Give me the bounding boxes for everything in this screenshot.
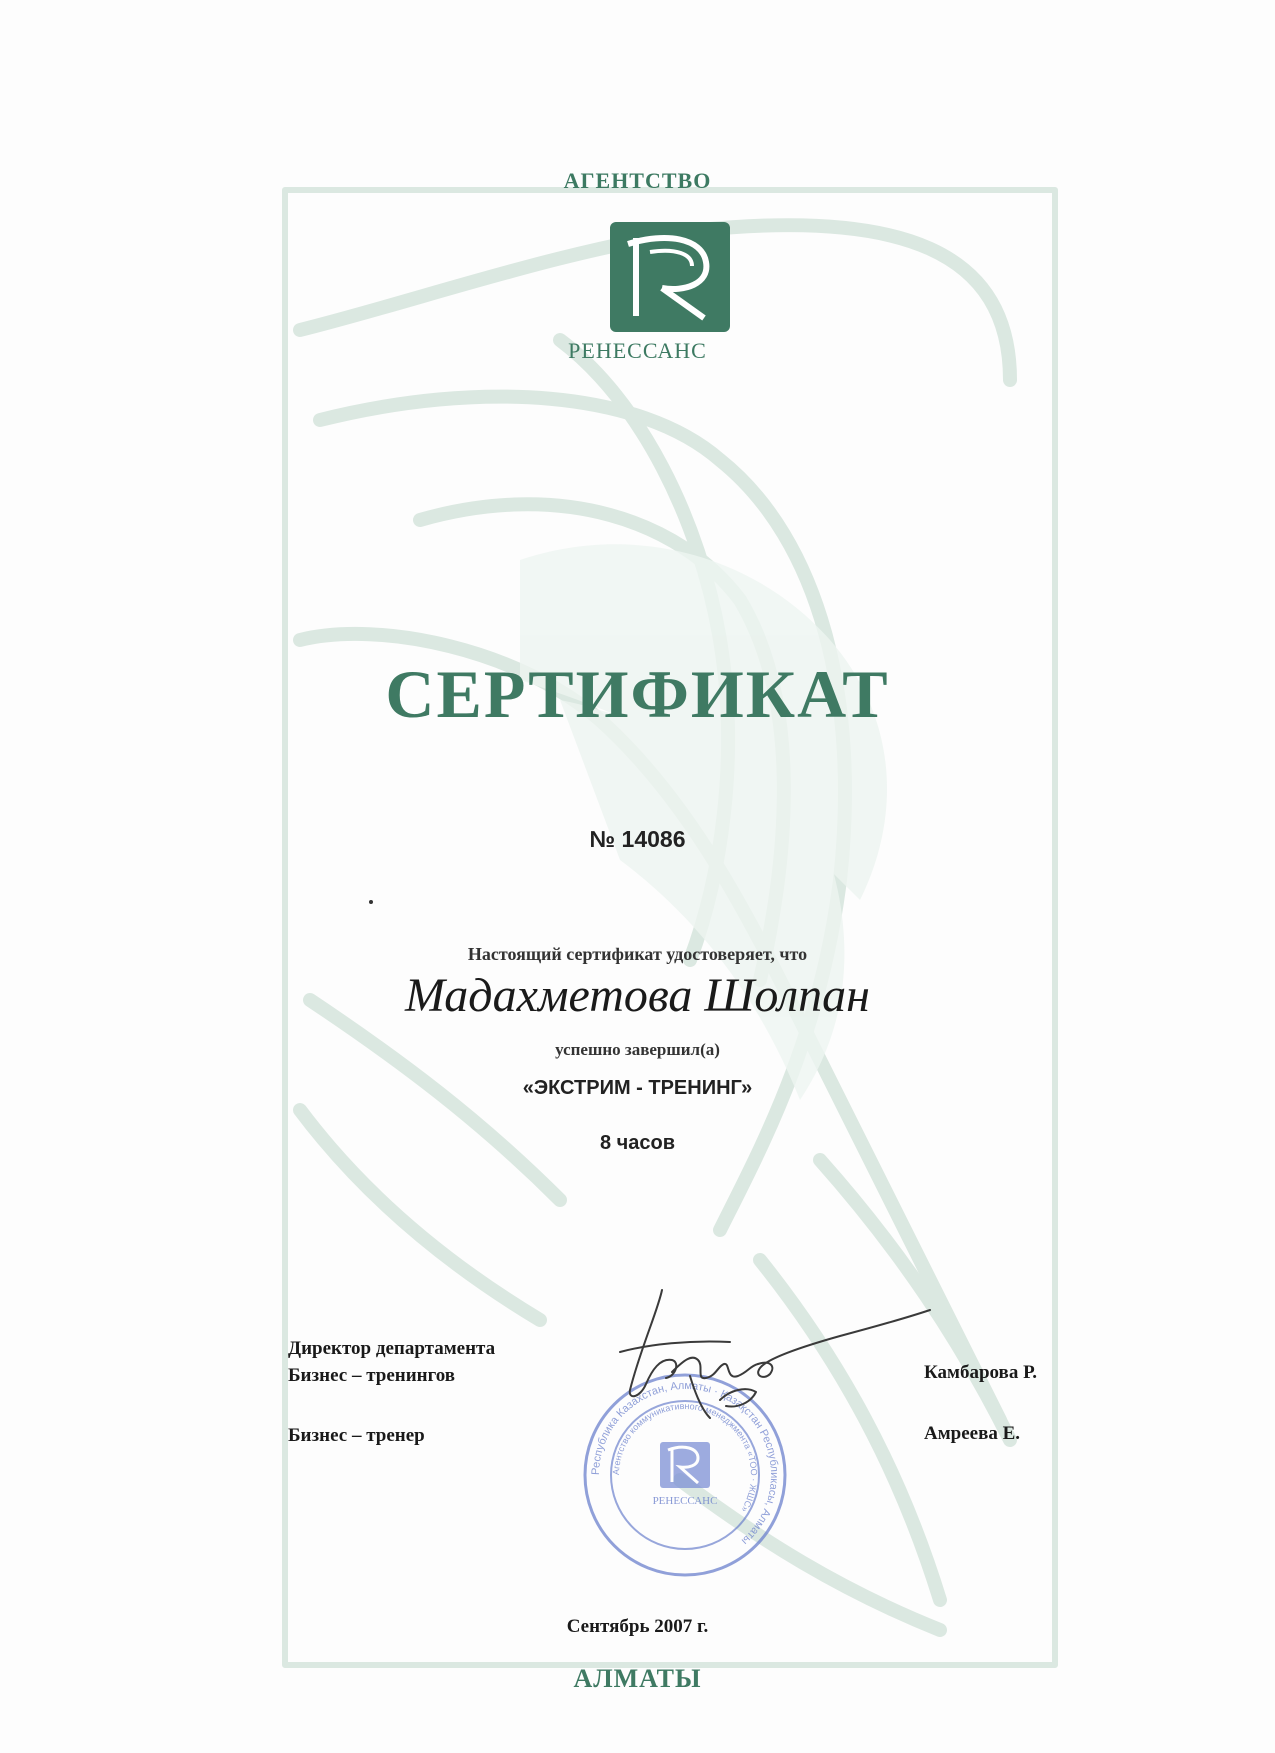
signer-name-trainer: Амреева Е. — [924, 1423, 1021, 1444]
signer-name-director: Камбарова Р. — [924, 1362, 1038, 1383]
recipient-name: Мадахметова Шолпан — [405, 969, 870, 1022]
stamp-logo-icon — [660, 1442, 710, 1488]
signer-role-director — [288, 1335, 495, 1389]
course-name: «ЭКСТРИМ - ТРЕНИНГ» — [522, 1077, 753, 1099]
agency-label-bottom: РЕНЕССАНС — [568, 338, 707, 363]
issue-date: Сентябрь 2007 г. — [566, 1616, 709, 1637]
course-hours: 8 часов — [599, 1132, 676, 1154]
agency-logo-icon — [606, 218, 734, 336]
ink-dot — [369, 900, 373, 904]
stamp-logo-label: РЕНЕССАНС — [652, 1495, 718, 1507]
completed-text: успешно завершил(а) — [555, 1040, 720, 1059]
signer-role-trainer: Бизнес – тренер — [288, 1425, 425, 1446]
certificate-title: СЕРТИФИКАТ — [385, 656, 890, 732]
certifies-text: Настоящий сертификат удостоверяет, что — [467, 944, 808, 964]
stamp-ring-text: Республика Казахстан, Алматы · Қазақстан Республикасы, Алматы — [589, 1379, 781, 1548]
issue-city: АЛМАТЫ — [573, 1664, 702, 1693]
stamp-inner-text: Агентство коммуникативного менеджмента «ТОО · ЖШС» — [610, 1400, 760, 1514]
certificate-number: № 14086 — [589, 826, 686, 852]
signer-role-director-line1: Директор департамента — [288, 1338, 496, 1359]
handwritten-signature — [600, 1280, 940, 1420]
signer-role-director-line2: Бизнес – тренингов — [288, 1365, 456, 1386]
agency-label-top: АГЕНТСТВО — [563, 168, 712, 193]
